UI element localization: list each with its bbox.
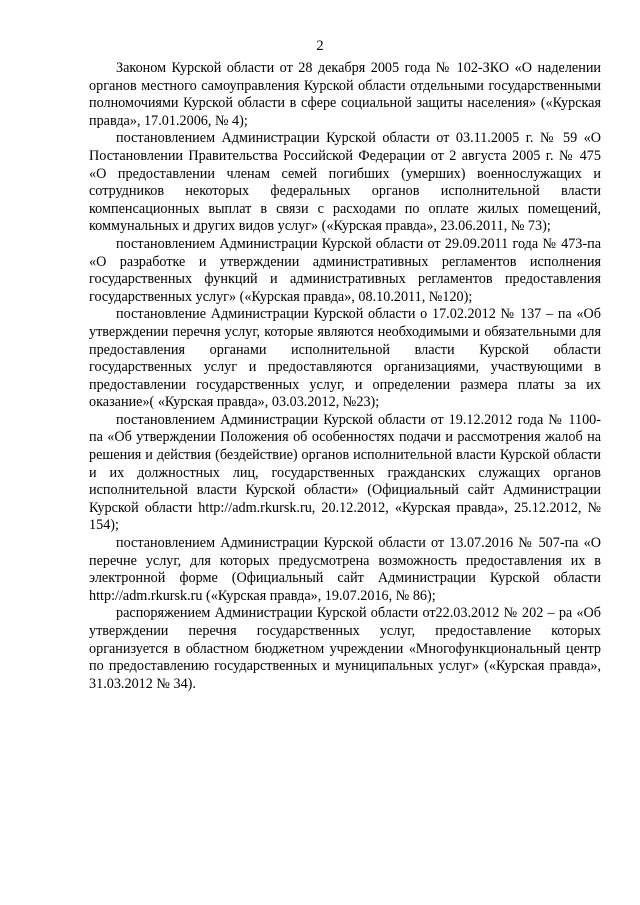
paragraph-resolution-59: постановлением Администрации Курской области от 03.11.2005 г. № 59 «О Постановлении Правительства Российской Федерации от 2 августа 2005 г. № 475 «О предоставлении членам семей погибших (умерших) военнослужащих и сотрудников некоторых федеральных органов исполнительной власти компенсационных выплат в связи с расходами по оплате жилых помещений, коммунальных и других видов услуг» («Курская правда», 23.06.2011, № 73); [89, 130, 601, 235]
paragraph-resolution-473-pa: постановлением Администрации Курской области от 29.09.2011 года № 473-па «О разработке и утверждении административных регламентов исполнения государственных функций и административных регламентов предоставления государственных услуг» («Курская правда», 08.10.2011, №120); [89, 235, 601, 305]
paragraph-order-202-ra: распоряжением Администрации Курской области от22.03.2012 № 202 – ра «Об утверждении перечня государственных услуг, предоставление которых организуется в областном бюджетном учреждении «Многофункциональный центр по предоставлению государственных и муниципальных услуг» («Курская правда», 31.03.2012 № 34). [89, 605, 601, 692]
paragraph-resolution-507-pa: постановлением Администрации Курской области от 13.07.2016 № 507-па «О перечне услуг, для которых предусмотрена возможность предоставления их в электронной форме (Официальный сайт Администрации Курской области http://adm.rkursk.ru («Курская правда», 19.07.2016, № 86); [89, 535, 601, 604]
paragraph-resolution-1100-pa: постановлением Администрации Курской области от 19.12.2012 года № 1100-па «Об утверждении Положения об особенностях подачи и рассмотрения жалоб на решения и действия (бездействие) органов исполнительной власти Курской области и их должностных лиц, государственных гражданских служащих органов исполнительной власти Курской области» (Официальный сайт Администрации Курской области http://adm.rkursk.ru, 20.12.2012, «Курская правда», 25.12.2012, № 154); [89, 411, 601, 534]
paragraph-resolution-137-pa: постановление Администрации Курской области о 17.02.2012 № 137 – па «Об утверждении перечня услуг, которые являются необходимыми и обязательными для предоставления органами исполнительной власти Курской области государственных услуг и предоставляются организациями, участвующими в предоставлении государственных услуг, и определении размера платы за их оказание»( «Курская правда», 03.03.2012, №23); [89, 306, 601, 411]
document-body [89, 60, 601, 693]
page-number: 2 [316, 38, 324, 54]
paragraph-law-102-zko: Законом Курской области от 28 декабря 2005 года № 102-ЗКО «О наделении органов местного самоуправления Курской области отдельными государственными полномочиями Курской области в сфере социальной защиты населения» («Курская правда», 17.01.2006, № 4); [89, 60, 601, 129]
